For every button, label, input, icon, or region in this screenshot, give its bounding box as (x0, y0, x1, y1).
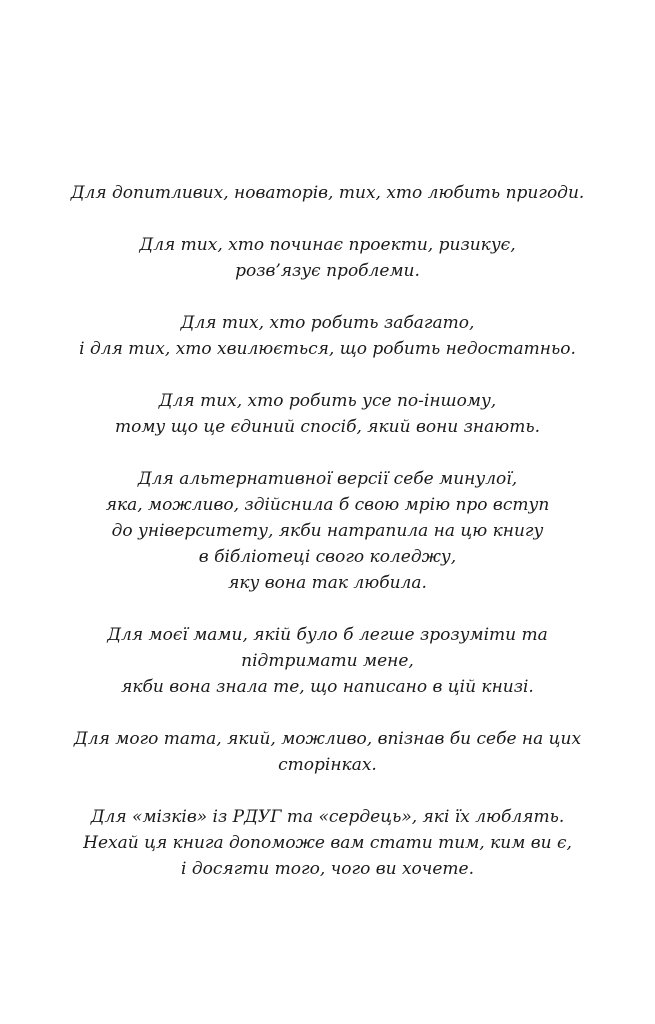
stanza-line: Для «мізків» із РДУГ та «сердець», які їх люблять. (90, 807, 565, 827)
stanza-line: підтримати мене, (241, 651, 414, 671)
stanza-line: Для тих, хто робить усе по-іншому, (158, 391, 497, 411)
stanza-1 (60, 180, 595, 206)
stanza-line: Нехай ця книга допоможе вам стати тим, ким ви є, (83, 833, 572, 853)
stanza-line: яка, можливо, здійснила б свою мрію про вступ (105, 495, 550, 515)
stanza-line: розв’язує проблеми. (235, 261, 420, 281)
stanza-line: до університету, якби натрапила на цю книгу (111, 521, 544, 541)
stanza-7 (60, 726, 595, 778)
stanza-line: Для допитливих, новаторів, тих, хто любить пригоди. (70, 183, 585, 203)
stanza-line: Для моєї мами, якій було б легше зрозуміти та (107, 625, 548, 645)
stanza-5 (60, 466, 595, 596)
stanza-line: якби вона знала те, що написано в цій книзі. (121, 677, 534, 697)
stanza-line: Для тих, хто починає проекти, ризикує, (139, 235, 516, 255)
stanza-2 (60, 232, 595, 284)
stanza-6 (60, 622, 595, 700)
stanza-line: Для альтернативної версії себе минулої, (137, 469, 518, 489)
stanza-line: тому що це єдиний спосіб, який вони знають. (114, 417, 541, 437)
stanza-line: і досягти того, чого ви хочете. (180, 859, 474, 879)
stanza-line: і для тих, хто хвилюється, що робить недостатньо. (79, 339, 576, 359)
stanza-4 (60, 388, 595, 440)
stanza-3 (60, 310, 595, 362)
stanza-8 (60, 804, 595, 882)
stanza-line: в бібліотеці свого коледжу, (198, 547, 457, 567)
stanza-line: яку вона так любила. (228, 573, 427, 593)
dedication-text (60, 180, 595, 908)
stanza-line: Для мого тата, який, можливо, впізнав би себе на цих (73, 729, 582, 749)
stanza-line: Для тих, хто робить забагато, (180, 313, 475, 333)
stanza-line: сторінках. (278, 755, 377, 775)
